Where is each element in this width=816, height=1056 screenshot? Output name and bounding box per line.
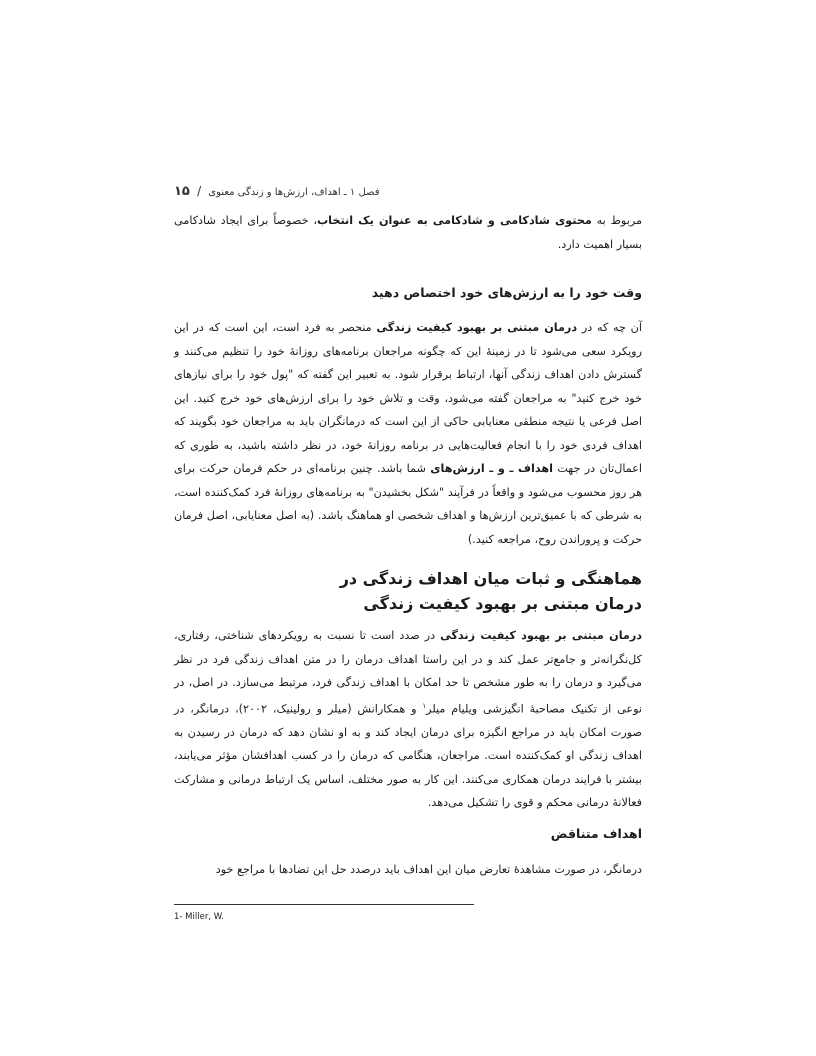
section2-heading-line2: درمان مبتنی بر بهبود کیفیت زندگی <box>363 594 642 613</box>
footnote-reference: ۱ <box>422 701 427 710</box>
s3-text: درمانگر، در صورت مشاهدهٔ تعارض میان این اهداف باید درصدد حل این تضادها با مراجع خود <box>215 863 642 876</box>
section-heading-conflicting-goals: اهداف متناقض <box>550 826 642 841</box>
s1-bold-term-1: درمان مبتنی بر بهبود کیفیت زندگی <box>376 321 578 334</box>
s1-text-pre: آن چه که در <box>577 321 643 334</box>
s1-bold-term-2: اهداف ـ و ـ ارزش‌های <box>430 462 553 475</box>
chapter-title: فصل ۱ ـ اهداف، ارزش‌ها و زندگی معنوی <box>208 187 380 198</box>
section-heading-time-values: وقت خود را به ارزش‌های خود اختصاص دهید <box>371 285 642 300</box>
section1-paragraph <box>174 316 642 551</box>
intro-text-pre: مربوط به <box>591 214 642 227</box>
section2-paragraph <box>174 624 642 815</box>
s1-text-mid: منحصر به فرد است، این است که در این رویکرد سعی می‌شود تا در زمینهٔ این که چگونه مراجعان برنامه‌های روزانهٔ خود را تنظیم می‌کنند و گسترش دادن اهداف زندگی آنها، ارتباط برقرار شود. به تعبیر این گفته که "پول خود را برای نیازهای خود خرج کنید" به مراجعان گفته می‌شود، وقت و تلاش خود را برای ارزش‌های خود خرج کنید. این اصل فرعی یا نتیجه منطقی معنایابی حاکی از این است که درمانگران باید به مراجعان خود بگویند که اهداف فردی خود را با انجام فعالیت‌هایی در برنامه روزانهٔ خود، در نظر داشته باشید، به طوری که اعمال‌تان در جهت <box>174 321 643 475</box>
s2-text-pre: در صدد است تا نسبت به رویکردهای شناختی، رفتاری، کل‌نگرانه‌تر و جامع‌تر عمل کند و در این راستا اهداف درمان را در متن اهداف زندگی فرد در نظر می‌گیرد و درمان را به طور مشخص تا حد امکان با اهداف زندگی فرد، مرتبط می‌سازد. در اصل، در نوعی از تکنیک مصاحبهٔ انگیزشی ویلیام میلر <box>174 629 642 716</box>
section-heading-goal-consistency <box>174 566 642 616</box>
running-header <box>174 184 380 199</box>
s2-bold-term: درمان مبتنی بر بهبود کیفیت زندگی <box>440 629 643 642</box>
footnote-1: 1- Miller, W. <box>174 912 224 922</box>
s1-text-post: شما باشد. چنین برنامه‌ای در حکم فرمان حرکت برای هر روز محسوب می‌شود و واقعاً در فرآیند "شکل بخشیدن" به برنامه‌های روزانهٔ فرد کمک‌کننده است، به شرطی که با عمیق‌ترین ارزش‌ها و اهداف شخصی او هماهنگ باشد. (به اصل معنایابی، اصل فرمان حرکت و پروراندن روح، مراجعه کنید.) <box>174 462 642 546</box>
intro-bold-term: محتوی شادکامی و شادکامی به عنوان یک انتخاب <box>316 214 592 227</box>
section3-paragraph <box>174 858 642 882</box>
header-separator: / <box>197 184 202 198</box>
intro-text-end: اهمیت دارد. <box>557 237 614 251</box>
intro-paragraph <box>174 209 642 256</box>
section2-heading-line1: هماهنگی و ثبات میان اهداف زندگی در <box>339 569 642 588</box>
s2-text-post: و همکارانش (میلر و رولینیک، ۲۰۰۲)، درمانگر، در صورت امکان باید در مراجع انگیزه برای درمان ایجاد کند و به او نشان دهد که درمان در رسیدن به اهداف زندگی او کمک‌کننده است. مراجعان، هنگامی که درمان را در کسب اهدافشان مؤثر می‌یابند، بیشتر با فرایند درمان همکاری می‌کنند. این کار به صور مختلف، اساس یک ارتباط درمانی و مشارکت فعالانهٔ درمانی محکم و قوی را تشکیل می‌دهد. <box>174 702 642 810</box>
intro-text-post: ، خصوصاً برای ایجاد شادکامی بسیار <box>174 214 642 251</box>
footnote-divider <box>174 904 474 905</box>
page-number: ۱۵ <box>174 184 190 199</box>
